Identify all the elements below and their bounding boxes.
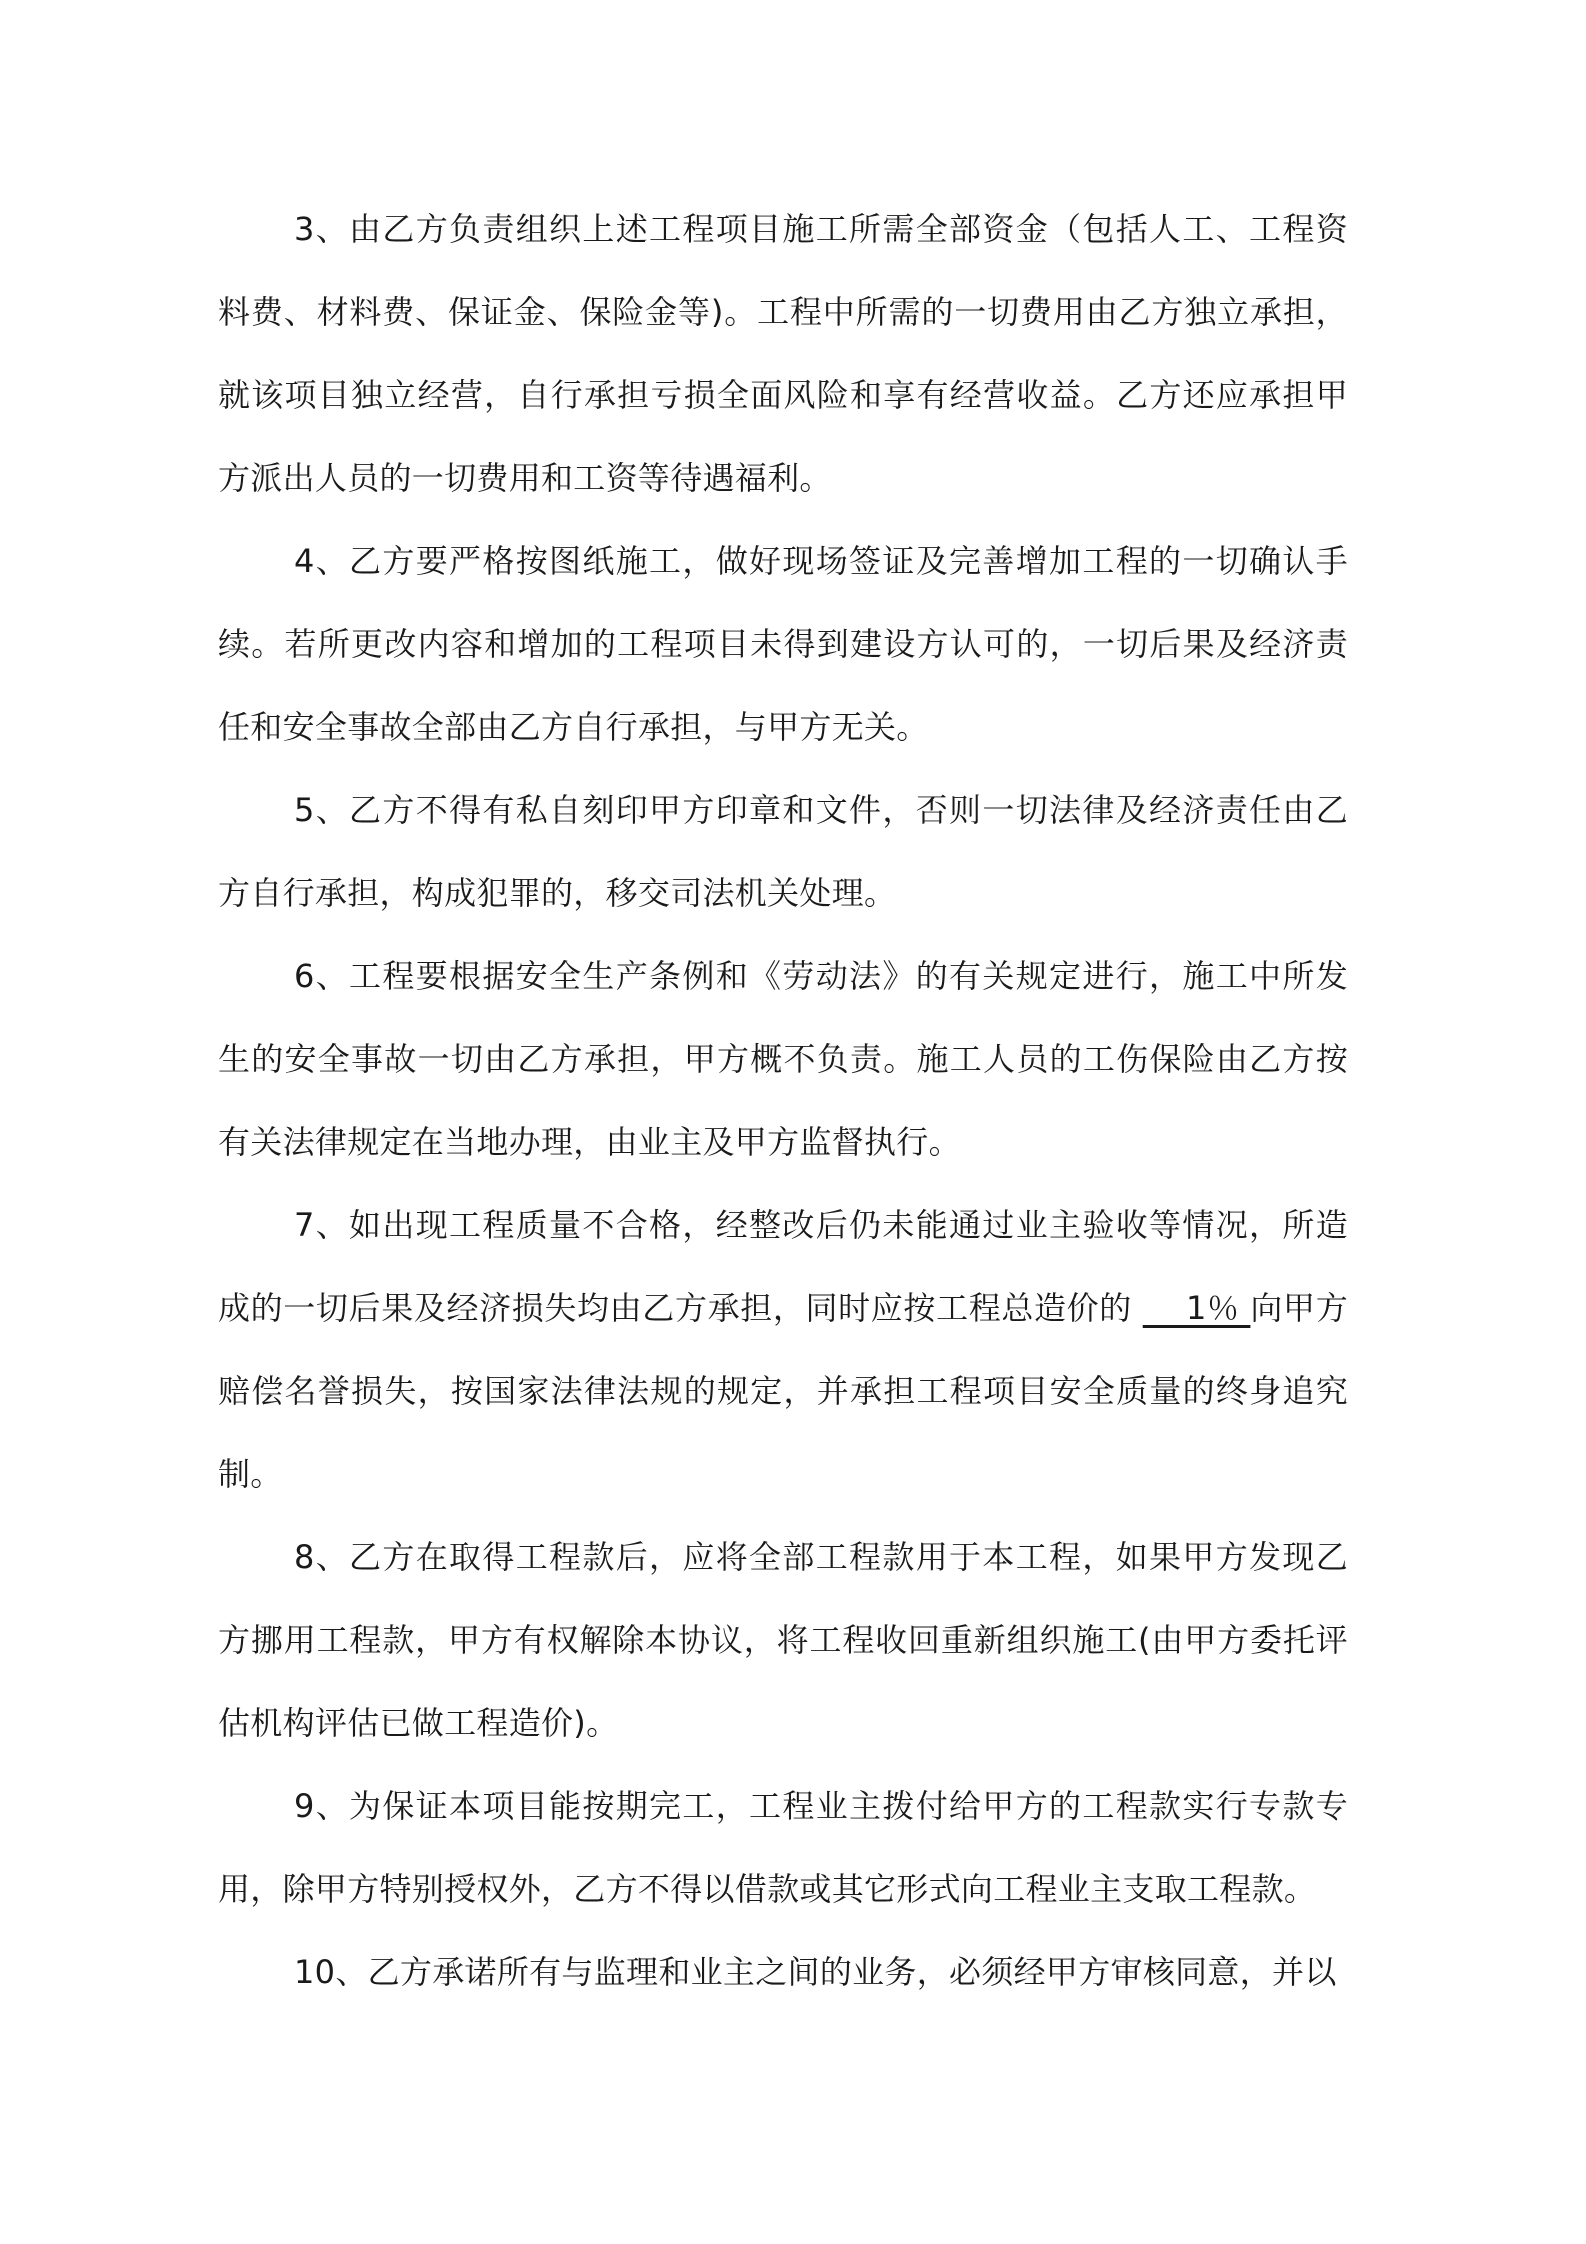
clause-7: [218, 1184, 1348, 1516]
clause-6: 6、工程要根据安全生产条例和《劳动法》的有关规定进行，施工中所发生的安全事故一切由乙方承担，甲方概不负责。施工人员的工伤保险由乙方按有关法律规定在当地办理，由业主及甲方监督执行。: [218, 957, 1348, 1161]
percentage-blank: 1％: [1142, 1289, 1251, 1327]
clause-7-text-before: 7、如出现工程质量不合格，经整改后仍未能通过业主验收等情况，所造成的一切后果及经济损失均由乙方承担，同时应按工程总造价的: [218, 1206, 1348, 1327]
document-body: [218, 188, 1348, 2014]
clause-3: 3、由乙方负责组织上述工程项目施工所需全部资金（包括人工、工程资料费、材料费、保证金、保险金等)。工程中所需的一切费用由乙方独立承担，就该项目独立经营，自行承担亏损全面风险和享有经营收益。乙方还应承担甲方派出人员的一切费用和工资等待遇福利。: [218, 210, 1348, 497]
clause-4: 4、乙方要严格按图纸施工，做好现场签证及完善增加工程的一切确认手续。若所更改内容和增加的工程项目未得到建设方认可的，一切后果及经济责任和安全事故全部由乙方自行承担，与甲方无关。: [218, 542, 1348, 746]
clause-5: 5、乙方不得有私自刻印甲方印章和文件，否则一切法律及经济责任由乙方自行承担，构成犯罪的，移交司法机关处理。: [218, 791, 1348, 912]
clause-7-text-after: 向甲方赔偿名誉损失，按国家法律法规的规定，并承担工程项目安全质量的终身追究制。: [218, 1289, 1349, 1493]
clause-9: 9、为保证本项目能按期完工，工程业主拨付给甲方的工程款实行专款专用，除甲方特别授权外，乙方不得以借款或其它形式向工程业主支取工程款。: [218, 1787, 1348, 1908]
clause-10: 10、乙方承诺所有与监理和业主之间的业务，必须经甲方审核同意，并以: [294, 1953, 1337, 1991]
clause-8: 8、乙方在取得工程款后，应将全部工程款用于本工程，如果甲方发现乙方挪用工程款，甲方有权解除本协议，将工程收回重新组织施工(由甲方委托评估机构评估已做工程造价)。: [218, 1538, 1348, 1742]
